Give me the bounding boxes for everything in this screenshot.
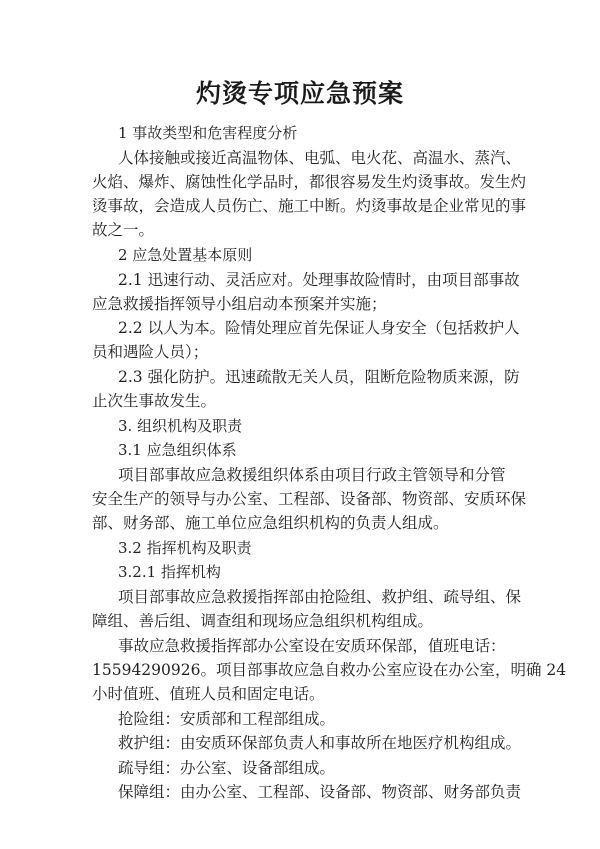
- paragraph-line: 抢险组：安质部和工程部组成。: [118, 710, 336, 728]
- paragraph-line: 项目部事故应急救援指挥部由抢险组、救护组、疏导组、保: [118, 588, 522, 606]
- subsection-heading: 3.1 应急组织体系: [118, 441, 237, 459]
- section-heading: 1 事故类型和危害程度分析: [118, 124, 298, 142]
- paragraph-line: 15594290926。项目部事故应急自救办公室应设在办公室，明确 24: [92, 661, 567, 679]
- paragraph-line: 疏导组：办公室、设备部组成。: [118, 759, 336, 777]
- paragraph-line: 止次生事故发生。: [92, 392, 217, 410]
- paragraph-line: 应急救援指挥领导小组启动本预案并实施；: [92, 295, 387, 313]
- paragraph-line: 保障组：由办公室、工程部、设备部、物资部、财务部负责: [118, 783, 522, 801]
- paragraph-line: 项目部事故应急救援组织体系由项目行政主管领导和分管: [118, 466, 506, 484]
- paragraph-line: 2.1 迅速行动、灵活应对。处理事故险情时，由项目部事故: [118, 271, 520, 289]
- section-heading: 3. 组织机构及职责: [118, 417, 243, 435]
- paragraph-line: 火焰、爆炸、腐蚀性化学品时，都很容易发生灼烫事故。发生灼: [92, 173, 527, 191]
- paragraph-line: 事故应急救援指挥部办公室设在安质环保部，值班电话：: [118, 637, 506, 655]
- document-title: 灼烫专项应急预案: [195, 79, 404, 108]
- subsection-heading: 3.2 指挥机构及职责: [118, 539, 252, 557]
- paragraph-line: 员和遇险人员）；: [92, 343, 209, 361]
- paragraph-line: 故之一。: [92, 221, 155, 239]
- paragraph-line: 烫事故，会造成人员伤亡、施工中断。灼烫事故是企业常见的事: [92, 197, 527, 215]
- paragraph-line: 2.2 以人为本。险情处理应首先保证人身安全（包括救护人: [118, 319, 520, 337]
- paragraph-line: 障组、善后组、调查组和现场应急组织机构组成。: [92, 612, 434, 630]
- paragraph-line: 小时值班、值班人员和固定电话。: [92, 685, 325, 703]
- paragraph-line: 安全生产的领导与办公室、工程部、设备部、物资部、安质环保: [92, 490, 527, 508]
- paragraph-line: 人体接触或接近高温物体、电弧、电火花、高温水、蒸汽、: [118, 149, 522, 167]
- paragraph-line: 部、财务部、施工单位应急组织机构的负责人组成。: [92, 514, 449, 532]
- section-heading: 2 应急处置基本原则: [118, 246, 253, 264]
- paragraph-line: 救护组：由安质环保部负责人和事故所在地医疗机构组成。: [118, 734, 522, 752]
- paragraph-line: 2.3 强化防护。迅速疏散无关人员，阻断危险物质来源，防: [118, 368, 520, 386]
- subsection-heading: 3.2.1 指挥机构: [118, 563, 221, 581]
